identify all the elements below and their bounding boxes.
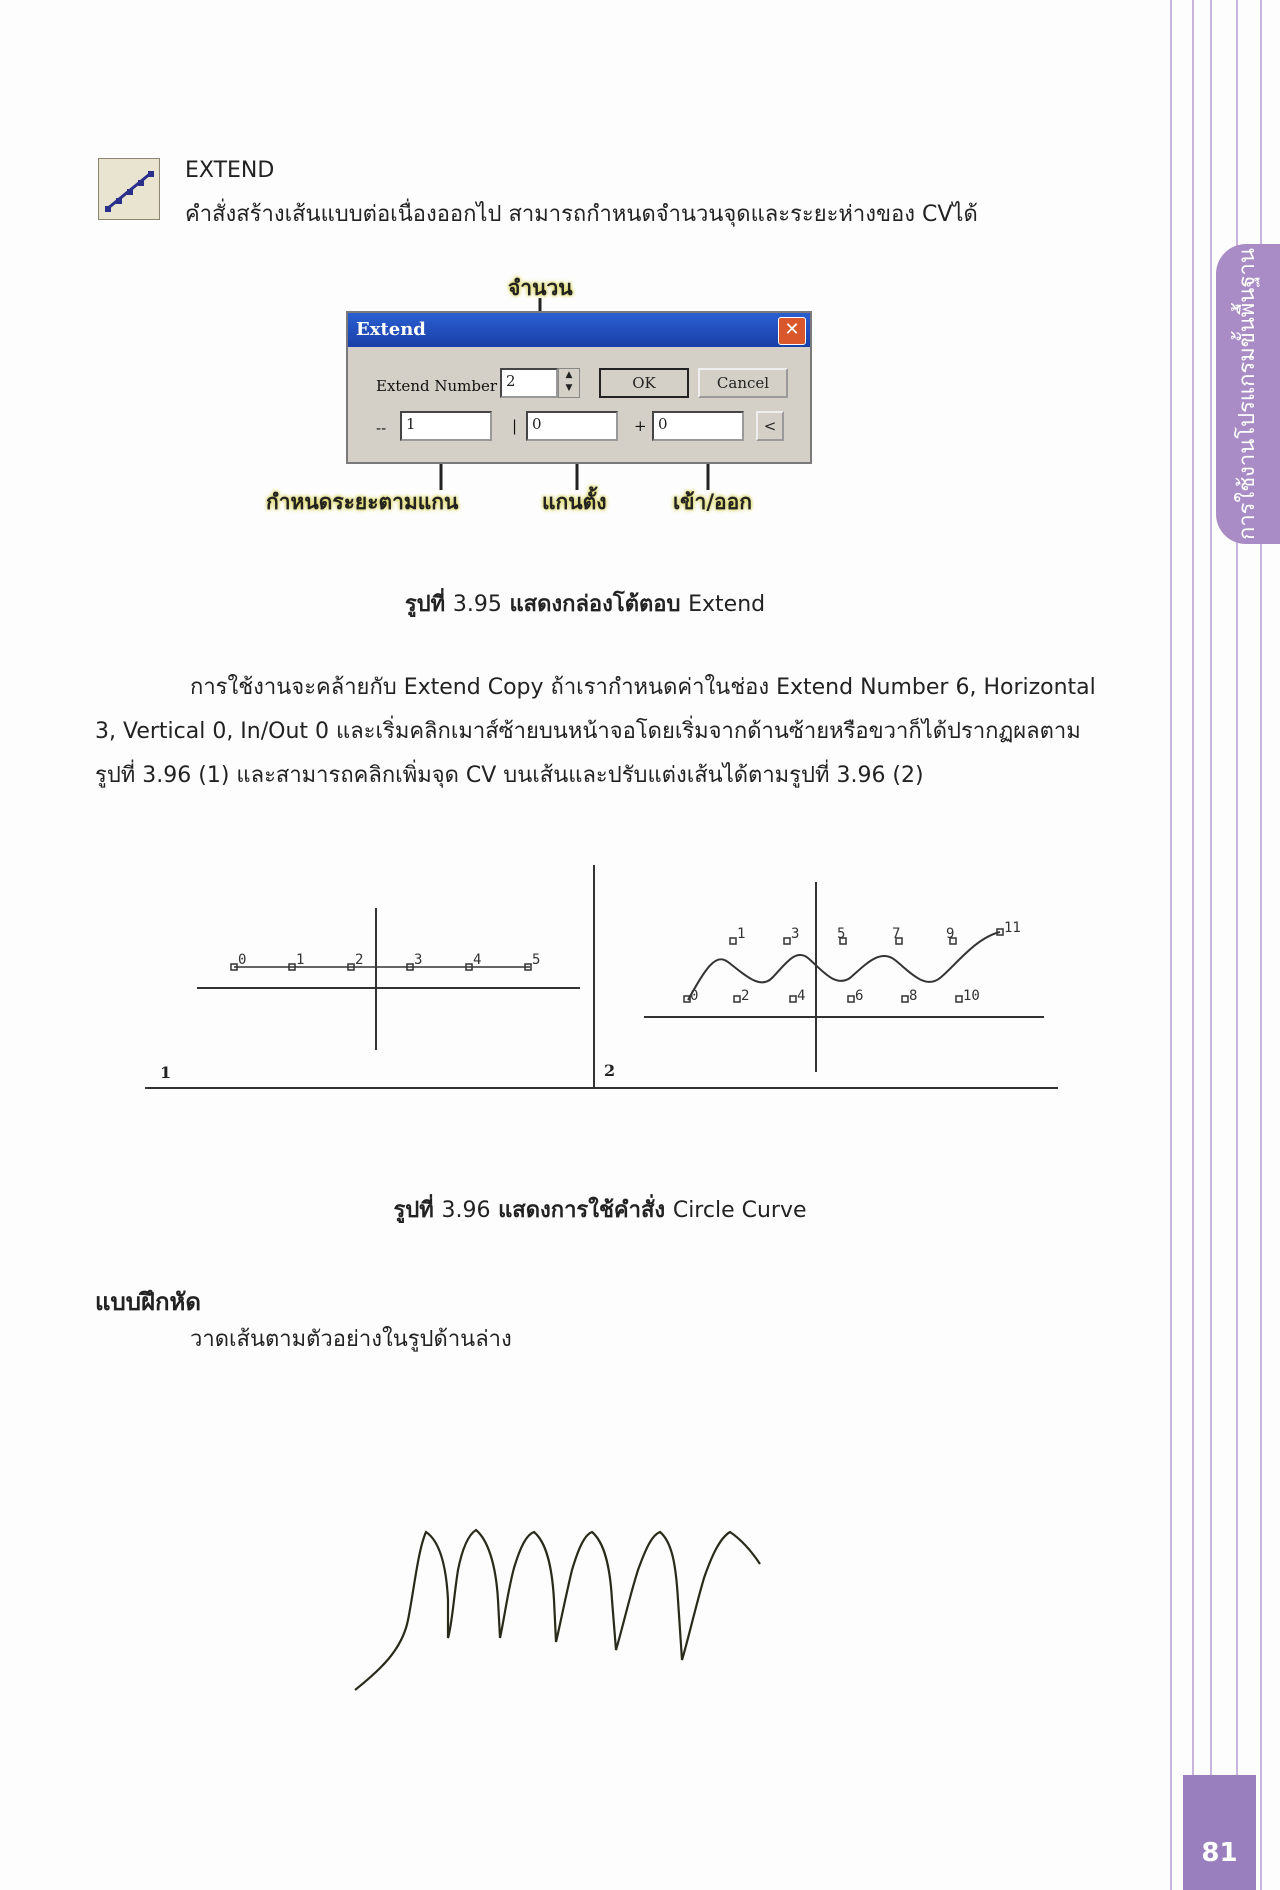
inout-input[interactable]: 0 [652,411,744,441]
paragraph-line-2: 3, Vertical 0, In/Out 0 และเริ่มคลิกเมาส์ซ้ายบนหน้าจอโดยเริ่มจากด้านซ้ายหรือขวาก็ได้ปรากฏผลตาม [95,719,1081,744]
extend-number-input[interactable]: 2 [500,368,558,398]
chapter-tab-label: การใช้งานโปรแกรมขั้นพื้นฐาน [1235,248,1260,540]
panel-1-label: 1 [160,1063,172,1082]
paragraph-line-1: การใช้งานจะคล้ายกับ Extend Copy ถ้าเรากำหนดค่าในช่อง Extend Number 6, Horizontal [190,675,1096,700]
page-number-box [1183,1775,1256,1890]
dialog-titlebar[interactable] [348,313,810,347]
section-title: EXTEND [185,158,275,183]
callout-lines [0,0,1280,560]
point-label: 1 [296,952,305,968]
point-label: 2 [355,952,364,968]
vertical-symbol: | [512,417,518,435]
dialog-title: Extend [356,319,426,340]
caption-name: Extend [688,592,766,617]
caption-number: 3.95 [452,592,502,617]
vertical-input[interactable]: 0 [526,411,618,441]
callout-in-out: เข้า/ออก [673,490,752,514]
exercise-instruction: วาดเส้นตามตัวอย่างในรูปด้านล่าง [190,1327,512,1352]
point-label: 7 [892,926,901,942]
point-label: 6 [855,988,864,1004]
point-label: 11 [1004,920,1021,936]
figure-caption-1 [0,586,1170,621]
callout-vertical-axis: แกนตั้ง [542,490,607,514]
exercise-title: แบบฝึกหัด [95,1288,201,1316]
point-label: 4 [473,952,482,968]
caption-text: แสดงกล่องโต้ตอบ [509,592,681,617]
horizontal-input[interactable]: 1 [400,411,492,441]
section-description: คำสั่งสร้างเส้นแบบต่อเนื่องออกไป สามารถกำหนดจำนวนจุดและระยะห่างของ CVได้ [185,202,978,227]
point-label: 3 [414,952,423,968]
cancel-button[interactable]: Cancel [698,368,788,398]
callout-axis-distance: กำหนดระยะตามแกน [266,490,459,514]
spin-up-icon[interactable]: ▲ [565,370,573,380]
extend-number-label: Extend Number [376,377,498,395]
point-label: 8 [909,988,918,1004]
point-label: 5 [532,952,541,968]
point-label: 3 [791,926,800,942]
page-number: 81 [1201,1838,1238,1868]
caption-number: 3.96 [441,1198,491,1223]
caption-text: แสดงการใช้คำสั่ง [498,1198,666,1223]
horizontal-symbol: -- [376,419,387,437]
inout-symbol: + [634,417,647,435]
point-label: 5 [837,926,846,942]
point-label: 0 [690,988,699,1004]
panel-2-label: 2 [604,1061,616,1080]
circle-curve-diagram [0,860,1170,1100]
caption-label: รูปที่ [404,592,446,617]
ok-button[interactable]: OK [599,368,689,398]
callout-count: จำนวน [508,276,573,300]
point-label: 1 [737,926,746,942]
point-label: 2 [741,988,750,1004]
figure-caption-2 [0,1192,1200,1227]
extend-dialog [346,311,812,464]
arrow-button[interactable]: < [756,411,784,441]
extend-number-spinner[interactable] [558,368,580,398]
point-label: 10 [963,988,980,1004]
point-label: 0 [238,952,247,968]
caption-label: รูปที่ [393,1198,434,1223]
point-label: 9 [946,926,955,942]
sawtooth-drawing [340,1480,920,1710]
spin-down-icon[interactable]: ▼ [565,383,573,393]
close-icon[interactable]: ✕ [778,317,806,345]
caption-name: Circle Curve [672,1198,807,1223]
paragraph-line-3: รูปที่ 3.96 (1) และสามารถคลิกเพิ่มจุด CV บนเส้นและปรับแต่งเส้นได้ตามรูปที่ 3.96 (2) [95,763,924,788]
point-label: 4 [797,988,806,1004]
